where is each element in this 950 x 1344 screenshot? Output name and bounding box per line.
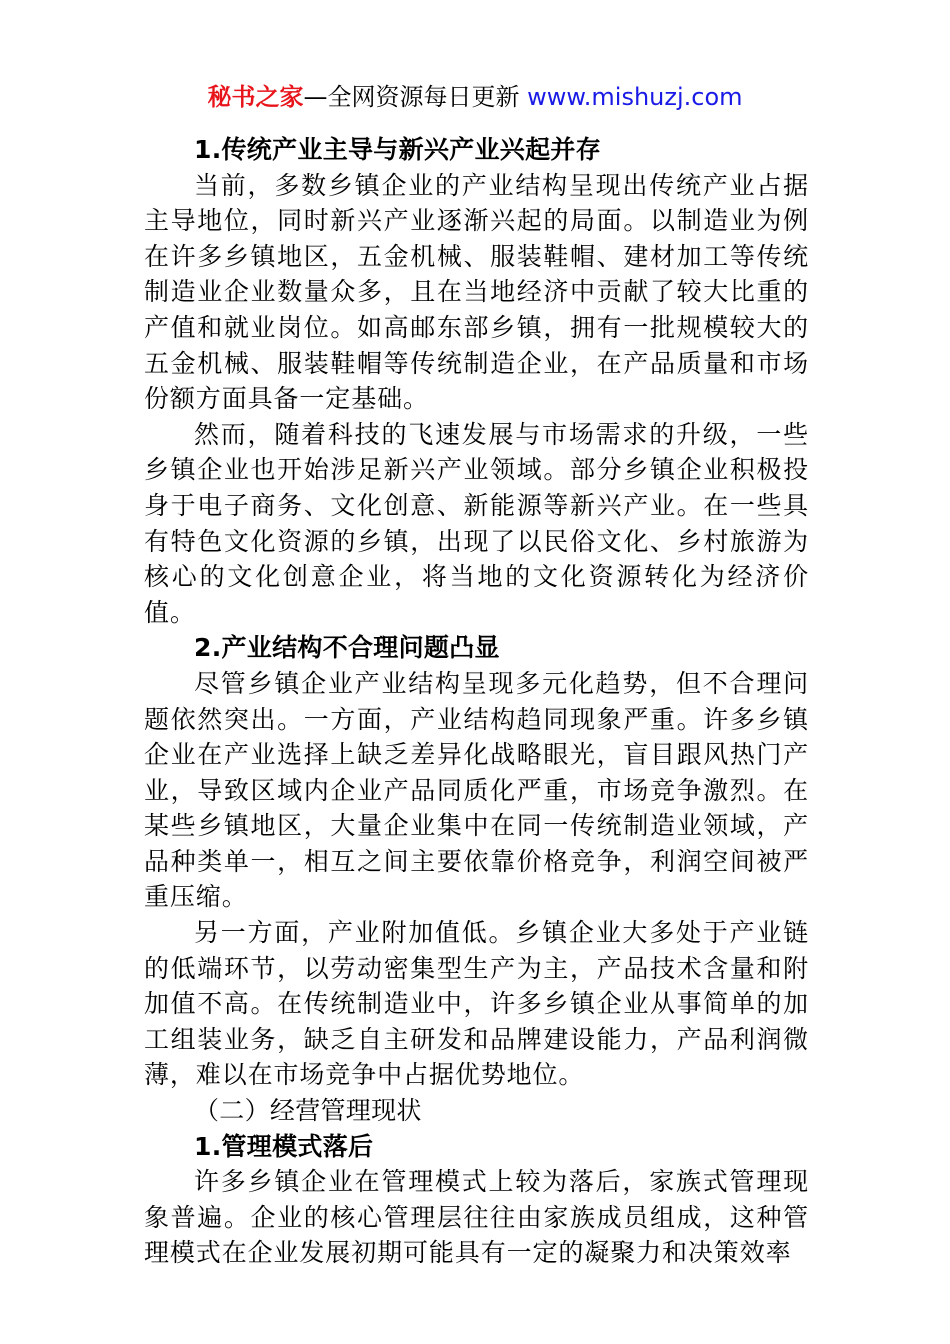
paragraph: 另一方面，产业附加值低。乡镇企业大多处于产业链的低端环节，以劳动密集型生产为主，产品技术含量和附加值不高。在传统制造业中，许多乡镇企业从事简单的加工组装业务，缺乏自主研发和品牌建设能力，产品利润微薄，难以在市场竞争中占据优势地位。 [144, 918, 809, 1090]
paragraph: 当前，多数乡镇企业的产业结构呈现出传统产业占据主导地位，同时新兴产业逐渐兴起的局面。以制造业为例在许多乡镇地区，五金机械、服装鞋帽、建材加工等传统制造业企业数量众多，且在当地经济中贡献了较大比重的产值和就业岗位。如高邮东部乡镇，拥有一批规模较大的五金机械、服装鞋帽等传统制造企业，在产品质量和市场份额方面具备一定基础。 [144, 170, 809, 414]
subsection-heading: （二）经营管理现状 [194, 1096, 422, 1126]
paragraph: 尽管乡镇企业产业结构呈现多元化趋势，但不合理问题依然突出。一方面，产业结构趋同现象严重。许多乡镇企业在产业选择上缺乏差异化战略眼光，盲目跟风热门产业，导致区域内企业产品同质化严重，市场竞争激烈。在某些乡镇地区，大量企业集中在同一传统制造业领域，产品种类单一，相互之间主要依靠价格竞争，利润空间被严重压缩。 [144, 668, 809, 912]
section-heading: 1.传统产业主导与新兴产业兴起并存 [194, 135, 601, 164]
paragraph: 许多乡镇企业在管理模式上较为落后，家族式管理现象普遍。企业的核心管理层往往由家族成员组成，这种管理模式在企业发展初期可能具有一定的凝聚力和决策效率 [144, 1167, 809, 1268]
site-header [0, 82, 950, 112]
section-heading: 2.产业结构不合理问题凸显 [194, 633, 500, 663]
document-body [144, 132, 809, 1271]
site-url-link[interactable]: www.mishuzj.com [527, 83, 743, 111]
brand-name: 秘书之家 [207, 83, 304, 111]
section-heading: 1.管理模式落后 [194, 1131, 374, 1161]
paragraph: 然而，随着科技的飞速发展与市场需求的升级，一些乡镇企业也开始涉足新兴产业领域。部分乡镇企业积极投身于电子商务、文化创意、新能源等新兴产业。在一些具有特色文化资源的乡镇，出现了以民俗文化、乡村旅游为核心的文化创意企业，将当地的文化资源转化为经济价值。 [144, 419, 809, 627]
site-tagline: —全网资源每日更新 [303, 83, 520, 111]
